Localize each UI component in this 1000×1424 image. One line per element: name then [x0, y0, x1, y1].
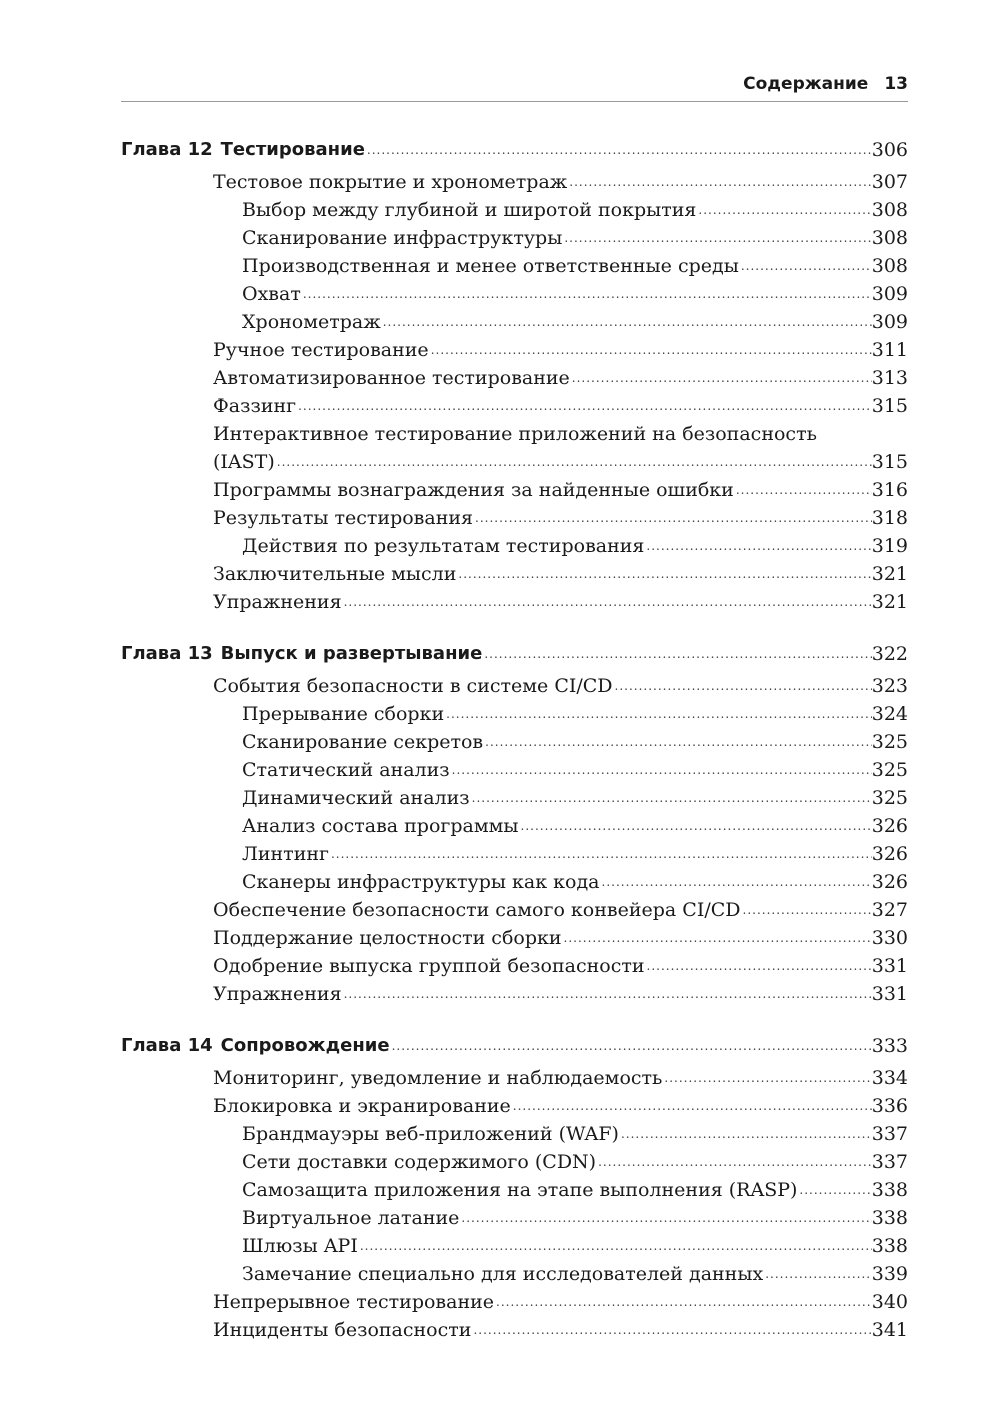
toc-subsection-entry[interactable] — [121, 1260, 908, 1288]
toc-entry-text: Замечание специально для исследователей данных — [242, 1263, 764, 1285]
toc-entry-page-number: 340 — [871, 1291, 908, 1313]
dot-leader — [342, 980, 872, 1008]
dot-leader — [429, 336, 872, 364]
toc-entry-page-number: 308 — [871, 255, 908, 277]
toc-entry-text: Брандмауэры веб-приложений (WAF) — [242, 1123, 619, 1145]
dot-leader — [519, 812, 872, 840]
toc-subsection-entry[interactable] — [121, 784, 908, 812]
toc-entry-text-line: Интерактивное тестирование приложений на безопасность — [213, 423, 817, 445]
toc-subsection-entry[interactable] — [121, 252, 908, 280]
dot-leader — [482, 640, 871, 668]
toc-entry-text: Сети доставки содержимого (CDN) — [242, 1151, 597, 1173]
toc-entry-page-number: 338 — [871, 1179, 908, 1201]
chapter-title: Сопровождение — [220, 1035, 390, 1056]
toc-entry-page-number: 339 — [871, 1263, 908, 1285]
toc-entry-page-number: 324 — [871, 703, 908, 725]
toc-entry-text: Обеспечение безопасности самого конвейера CI/CD — [213, 899, 741, 921]
toc-section-entry[interactable] — [121, 364, 908, 392]
toc-section-entry[interactable] — [121, 952, 908, 980]
toc-section-entry[interactable] — [121, 336, 908, 364]
toc-entry-text: Виртуальное латание — [242, 1207, 460, 1229]
dot-leader — [471, 1316, 871, 1344]
toc-subsection-entry[interactable] — [121, 1120, 908, 1148]
toc-entry-text: Тестовое покрытие и хронометраж — [213, 171, 568, 193]
toc-subsection-entry[interactable] — [121, 812, 908, 840]
toc-entry-page-number: 316 — [871, 479, 908, 501]
dot-leader — [562, 924, 872, 952]
chapter-number: Глава 13 — [121, 643, 213, 664]
toc-section-entry[interactable] — [121, 448, 908, 476]
toc-entry-page-number: 330 — [871, 927, 908, 949]
running-header-title: Содержание — [743, 74, 869, 94]
dot-leader — [596, 1148, 872, 1176]
toc-entry-text: Одобрение выпуска группой безопасности — [213, 955, 645, 977]
toc-entry-text: Хронометраж — [242, 311, 381, 333]
toc-entry-page-number: 319 — [871, 535, 908, 557]
toc-section-entry[interactable] — [121, 924, 908, 952]
dot-leader — [390, 1032, 872, 1060]
toc-entry-page-number: 334 — [871, 1067, 908, 1089]
toc-entry-text: Ручное тестирование — [213, 339, 429, 361]
toc-entry-text: Статический анализ — [242, 759, 450, 781]
toc-entry-page-number: 325 — [871, 787, 908, 809]
toc-section-entry[interactable] — [121, 672, 908, 700]
toc-entry-text: Поддержание целостности сборки — [213, 927, 562, 949]
dot-leader — [613, 672, 872, 700]
dot-leader — [473, 504, 872, 532]
toc-entry-page-number: 309 — [871, 283, 908, 305]
toc-entry-page-number: 318 — [871, 507, 908, 529]
toc-subsection-entry[interactable] — [121, 728, 908, 756]
toc-subsection-entry[interactable] — [121, 756, 908, 784]
chapter-title: Выпуск и развертывание — [220, 643, 483, 664]
toc-subsection-entry[interactable] — [121, 700, 908, 728]
chapter-number: Глава 14 — [121, 1035, 213, 1056]
chapter-heading[interactable] — [121, 134, 908, 164]
toc-entry-page-number: 341 — [871, 1319, 908, 1341]
toc-entry-page-number: 336 — [871, 1095, 908, 1117]
toc-subsection-entry[interactable] — [121, 196, 908, 224]
toc-section-entry[interactable] — [121, 392, 908, 420]
toc-entry-text: События безопасности в системе CI/CD — [213, 675, 613, 697]
toc-subsection-entry[interactable] — [121, 224, 908, 252]
dot-leader — [645, 952, 872, 980]
toc-entry-page-number: 323 — [871, 675, 908, 697]
toc-entry-page-number: 337 — [871, 1123, 908, 1145]
toc-section-entry[interactable] — [121, 476, 908, 504]
dot-leader — [296, 392, 872, 420]
toc-section-entry[interactable] — [121, 896, 908, 924]
toc-entry-page-number: 326 — [871, 871, 908, 893]
toc-entry-text: Упражнения — [213, 591, 342, 613]
toc-subsection-entry[interactable] — [121, 1148, 908, 1176]
table-of-contents — [121, 134, 908, 1366]
toc-entry-page-number: 338 — [871, 1207, 908, 1229]
dot-leader — [763, 1260, 872, 1288]
chapter-title: Тестирование — [220, 139, 365, 160]
dot-leader — [734, 476, 872, 504]
chapter-page-number: 322 — [871, 643, 908, 665]
dot-leader — [619, 1120, 872, 1148]
dot-leader — [342, 588, 872, 616]
dot-leader — [358, 1232, 872, 1260]
toc-subsection-entry[interactable] — [121, 280, 908, 308]
dot-leader — [494, 1288, 872, 1316]
toc-entry-page-number: 308 — [871, 199, 908, 221]
toc-entry-page-number: 315 — [871, 395, 908, 417]
dot-leader — [662, 1064, 871, 1092]
toc-entry-text: Фаззинг — [213, 395, 297, 417]
toc-entry-page-number: 326 — [871, 815, 908, 837]
toc-entry-text: Сканирование секретов — [242, 731, 484, 753]
toc-entry-page-number: 331 — [871, 955, 908, 977]
dot-leader — [365, 136, 872, 164]
dot-leader — [301, 280, 872, 308]
toc-entry-page-number: 331 — [871, 983, 908, 1005]
toc-entry-page-number: 338 — [871, 1235, 908, 1257]
toc-entry-text: Производственная и менее ответственные среды — [242, 255, 739, 277]
toc-entry-text: Анализ состава программы — [242, 815, 519, 837]
dot-leader — [329, 840, 872, 868]
dot-leader — [696, 196, 871, 224]
toc-entry-page-number: 325 — [871, 731, 908, 753]
chapter-page-number: 306 — [871, 139, 908, 161]
toc-entry-page-number: 311 — [871, 339, 908, 361]
toc-entry-text: Прерывание сборки — [242, 703, 445, 725]
toc-subsection-entry[interactable] — [121, 868, 908, 896]
chapter-block — [121, 638, 908, 1008]
dot-leader — [739, 252, 872, 280]
toc-entry-page-number: 325 — [871, 759, 908, 781]
toc-entry-page-number: 308 — [871, 227, 908, 249]
toc-entry-text: Сканеры инфраструктуры как кода — [242, 871, 600, 893]
toc-entry-page-number: 326 — [871, 843, 908, 865]
dot-leader — [797, 1176, 871, 1204]
toc-entry-text: Самозащита приложения на этапе выполнения (RASP) — [242, 1179, 798, 1201]
toc-entry-text: Заключительные мысли — [213, 563, 457, 585]
toc-subsection-entry[interactable] — [121, 308, 908, 336]
chapter-heading-label — [121, 640, 482, 668]
dot-leader — [483, 728, 872, 756]
toc-section-entry[interactable] — [121, 1092, 908, 1120]
toc-section-entry[interactable] — [121, 1064, 908, 1092]
dot-leader — [459, 1204, 871, 1232]
chapter-block — [121, 1030, 908, 1344]
toc-entry-page-number: 315 — [871, 451, 908, 473]
dot-leader — [511, 1092, 872, 1120]
toc-section-entry[interactable] — [121, 588, 908, 616]
chapter-number: Глава 12 — [121, 139, 213, 160]
toc-entry-page-number: 307 — [871, 171, 908, 193]
toc-section-entry[interactable] — [121, 1316, 908, 1344]
toc-entry-text: Шлюзы API — [242, 1235, 358, 1257]
toc-entry-text: Упражнения — [213, 983, 342, 1005]
running-header — [121, 66, 908, 102]
chapter-heading[interactable] — [121, 1030, 908, 1060]
toc-entry-text: Охват — [242, 283, 301, 305]
dot-leader — [644, 532, 871, 560]
dot-leader — [444, 700, 872, 728]
chapter-page-number: 333 — [871, 1035, 908, 1057]
dot-leader — [275, 448, 872, 476]
toc-subsection-entry[interactable] — [121, 1176, 908, 1204]
toc-section-entry[interactable] — [121, 1288, 908, 1316]
toc-entry-text: Выбор между глубиной и широтой покрытия — [242, 199, 697, 221]
toc-entry-page-number: 337 — [871, 1151, 908, 1173]
dot-leader — [567, 168, 871, 196]
toc-entry-page-number: 327 — [871, 899, 908, 921]
toc-entry-text: Линтинг — [242, 843, 329, 865]
toc-section-entry[interactable] — [121, 168, 908, 196]
toc-entry-page-number: 321 — [871, 563, 908, 585]
running-header-page-number: 13 — [884, 74, 908, 94]
dot-leader — [381, 308, 872, 336]
dot-leader — [741, 896, 872, 924]
toc-entry-text: Блокировка и экранирование — [213, 1095, 511, 1117]
toc-entry-page-number: 321 — [871, 591, 908, 613]
chapter-heading-label — [121, 1032, 390, 1060]
toc-entry-text: Результаты тестирования — [213, 507, 474, 529]
toc-subsection-entry[interactable] — [121, 1232, 908, 1260]
chapter-heading[interactable] — [121, 638, 908, 668]
toc-subsection-entry[interactable] — [121, 1204, 908, 1232]
toc-entry-page-number: 313 — [871, 367, 908, 389]
toc-entry-text: Мониторинг, уведомление и наблюдаемость — [213, 1067, 663, 1089]
toc-entry-text: Программы вознаграждения за найденные ошибки — [213, 479, 734, 501]
dot-leader — [570, 364, 872, 392]
toc-entry-text: Непрерывное тестирование — [213, 1291, 495, 1313]
toc-entry-page-number: 309 — [871, 311, 908, 333]
toc-subsection-entry[interactable] — [121, 532, 908, 560]
toc-entry-text: (IAST) — [213, 451, 275, 473]
toc-entry-text: Автоматизированное тестирование — [213, 367, 570, 389]
chapter-heading-label — [121, 136, 365, 164]
dot-leader — [470, 784, 872, 812]
chapter-block — [121, 134, 908, 616]
dot-leader — [450, 756, 872, 784]
dot-leader — [456, 560, 871, 588]
toc-entry-text: Инциденты безопасности — [213, 1319, 472, 1341]
toc-entry-text: Сканирование инфраструктуры — [242, 227, 563, 249]
toc-entry-text: Действия по результатам тестирования — [242, 535, 645, 557]
toc-subsection-entry[interactable] — [121, 840, 908, 868]
dot-leader — [562, 224, 871, 252]
toc-section-entry[interactable] — [121, 560, 908, 588]
toc-entry-text: Динамический анализ — [242, 787, 470, 809]
toc-section-entry[interactable] — [121, 504, 908, 532]
dot-leader — [600, 868, 872, 896]
toc-section-entry[interactable] — [121, 980, 908, 1008]
